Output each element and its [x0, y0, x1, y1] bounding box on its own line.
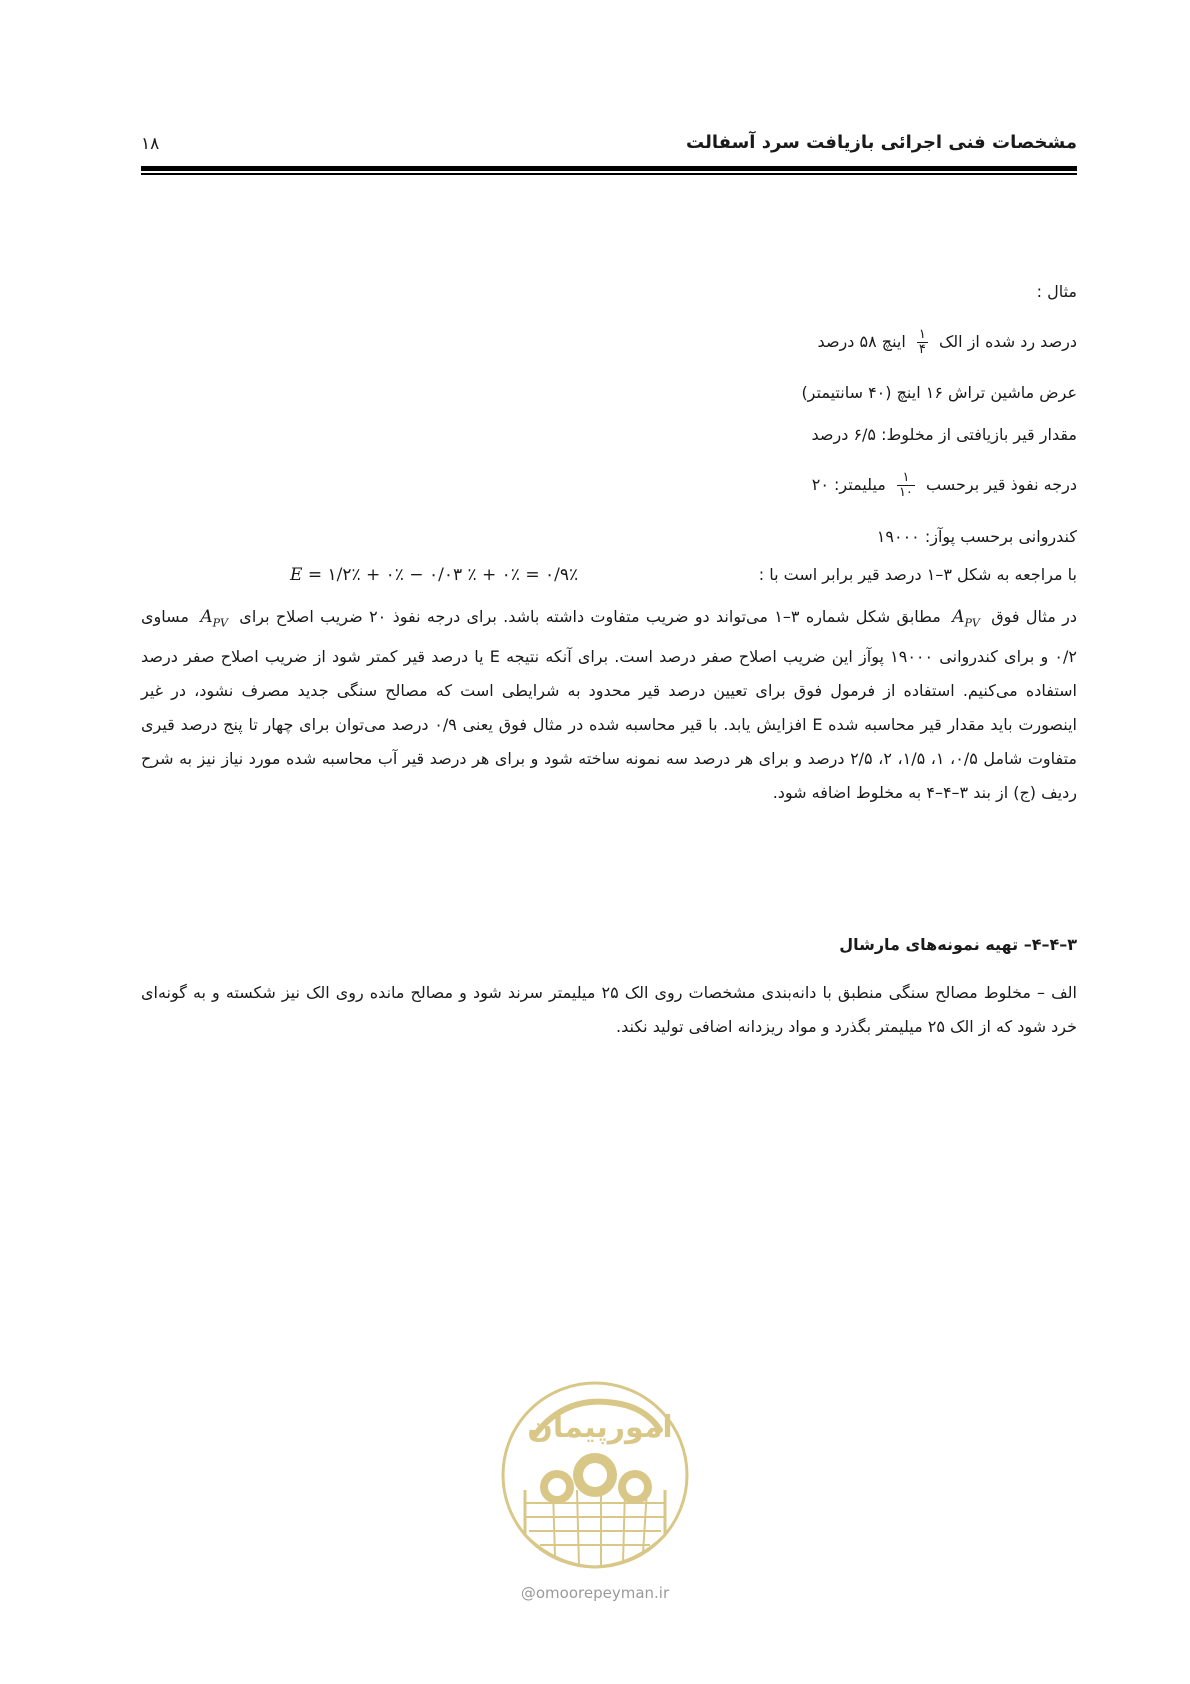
penetration-text: درجه نفوذ قیر برحسب — [926, 475, 1077, 494]
apv-letter: A — [200, 607, 213, 627]
tenth-mm-fraction — [897, 471, 915, 500]
apv-symbol-2 — [200, 600, 228, 640]
paragraph-part2: مطابق شکل شماره ۳–۱ می‌تواند دو ضریب متفاوت داشته باشد. برای درجه نفوذ ۲۰ ضریب اصلاح برای — [239, 607, 941, 626]
bitumen-amount-line: مقدار قیر بازیافتی از مخلوط: ۶/۵ درصد — [811, 425, 1077, 444]
section-paragraph: الف – مخلوط مصالح سنگی منطبق با دانه‌بندی مشخصات روی الک ۲۵ میلیمتر سرند شود و مصالح مانده روی الک نیز شکسته و به گونه‌ای خرد شود که از الک ۲۵ میلیمتر بگذرد و مواد ریزدانه اضافی تولید نکند. — [141, 983, 1077, 1036]
reference-line: با مراجعه به شکل ۳–۱ درصد قیر برابر است با : — [758, 565, 1077, 584]
fraction-numerator: ۱ — [897, 471, 915, 486]
formula-variable: E — [290, 565, 303, 585]
penetration-line — [812, 471, 1077, 500]
apv-subscript: PV — [212, 616, 228, 630]
watermark-url: @omoorepeyman.ir — [520, 1584, 670, 1602]
formula-expression: = ۱/۲٪ + ۰٪ − ۰/۰۳ ٪ + ۰٪ = ۰/۹٪ — [302, 565, 579, 585]
fraction-numerator: ۱ — [918, 327, 926, 342]
header-rule-thick — [141, 166, 1077, 171]
example-label: مثال : — [1036, 282, 1077, 301]
document-title: مشخصات فنی اجرائی بازیافت سرد آسفالت — [686, 132, 1077, 153]
fraction-denominator: ۴ — [918, 342, 926, 357]
penetration-rest: میلیمتر: ۲۰ — [811, 475, 886, 494]
apv-letter: A — [952, 607, 965, 627]
header-rule-thin — [141, 173, 1077, 175]
logo-calligraphy-text: امورپیمان — [527, 1410, 673, 1445]
quarter-inch-fraction — [917, 328, 928, 357]
viscosity-line: کندروانی برحسب پوآز: ۱۹۰۰۰ — [876, 527, 1077, 546]
page-number: ۱۸ — [141, 134, 160, 154]
apv-subscript: PV — [964, 616, 980, 630]
rejected-text: درصد رد شده از الک — [938, 332, 1077, 351]
section-heading — [839, 935, 1077, 954]
correction-paragraph — [141, 600, 1077, 810]
omoorepeyman-logo — [495, 1375, 695, 1575]
paragraph-part3: مساوی ۰/۲ و برای کندروانی ۱۹۰۰۰ پوآز این ضریب اصلاح صفر درصد است. برای آنکه نتیجه E یا درصد قیر کمتر شود از ضریب اصلاح صفر درصد استفاده می‌کنیم. استفاده از فرمول فوق برای تعیین درصد قیر محدود به شرایطی است که مصالح سنگی جدید مصرف نشود، در غیر اینصورت باید مقدار قیر محاسبه شده E افزایش یابد. با قیر محاسبه شده در مثال فوق یعنی ۰/۹ درصد می‌توان برای چهار تا پنج درصد قیری متفاوت شامل ۰/۵، ۱، ۱/۵، ۲، ۲/۵ درصد و برای هر درصد سه نمونه ساخته شود و برای هر درصد قیر آب محاسبه شده مورد نیاز نیز به شرح ردیف (ج) از بند ۳–۴–۴ به مخلوط اضافه شود. — [141, 607, 1078, 803]
page-header — [141, 128, 1077, 164]
rejected-rest: اینچ ۵۸ درصد — [817, 332, 906, 351]
apv-symbol — [952, 600, 980, 640]
paragraph-part1: در مثال فوق — [991, 607, 1077, 626]
section-title: تهیه نمونه‌های مارشال — [839, 935, 1019, 954]
machine-width-line: عرض ماشین تراش ۱۶ اینچ (۴۰ سانتیمتر) — [801, 383, 1077, 402]
fraction-denominator: ۱۰ — [898, 485, 913, 500]
section-number: ۳–۴–۴– — [1023, 935, 1077, 954]
bitumen-formula — [290, 565, 578, 585]
example-rejected-line — [818, 328, 1077, 357]
